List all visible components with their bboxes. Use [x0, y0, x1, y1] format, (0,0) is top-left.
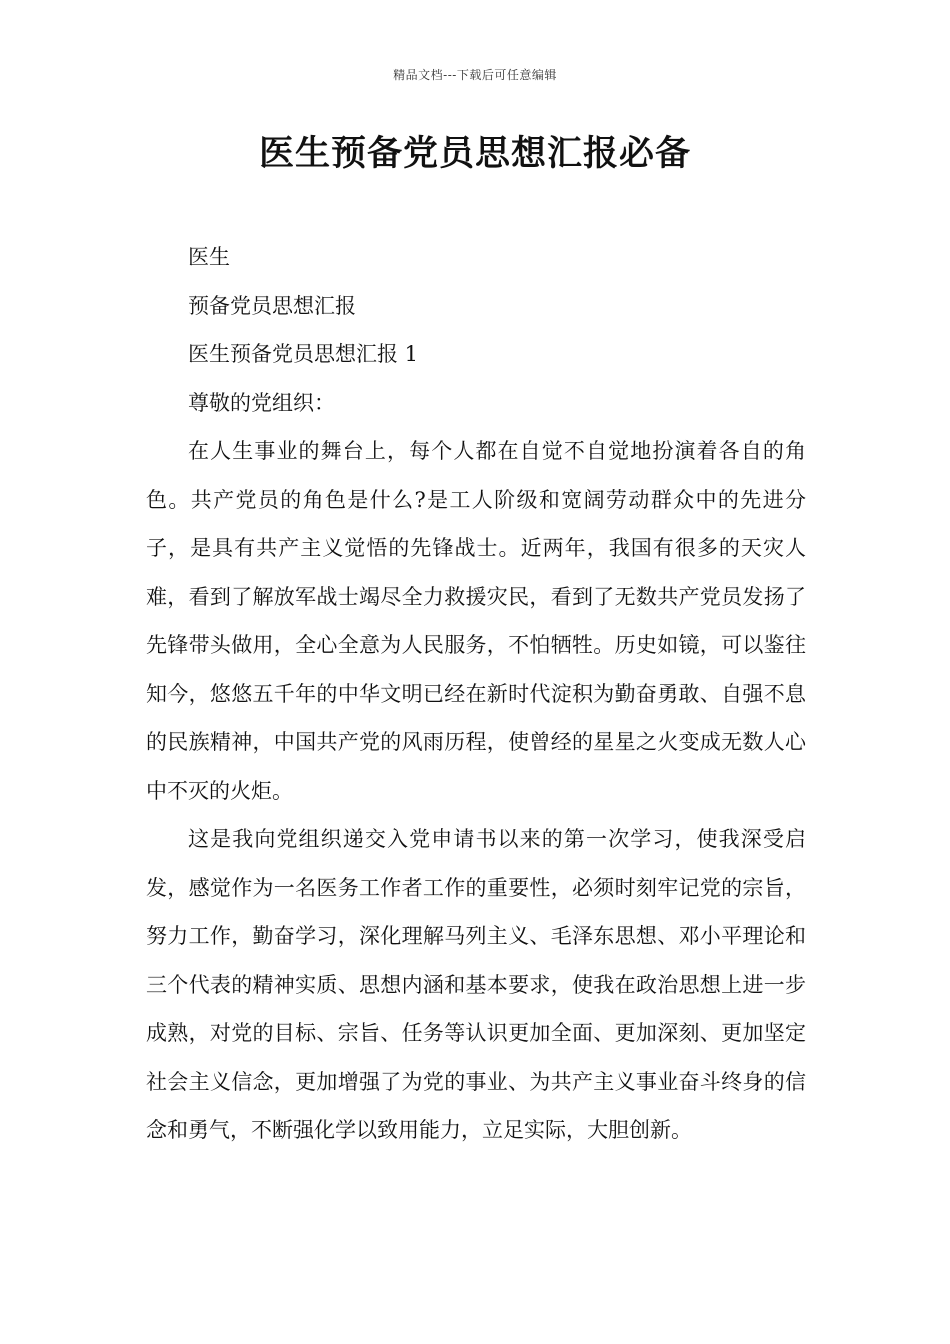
header-note: 精品文档---下载后可任意编辑	[393, 68, 557, 82]
intro-line-report: 预备党员思想汇报	[188, 293, 356, 318]
salutation: 尊敬的党组织：	[188, 390, 335, 415]
document-body	[146, 233, 806, 1155]
report-heading: 医生预备党员思想汇报 1	[188, 342, 419, 366]
document-title: 医生预备党员思想汇报必备	[258, 133, 691, 174]
paragraph-1: 在人生事业的舞台上，每个人都在自觉不自觉地扮演着各自的角色。共产党员的角色是什么?是工人阶级和宽阔劳动群众中的先进分子，是具有共产主义觉悟的先锋战士。近两年，我国有很多的天灾人难，看到了解放军战士竭尽全力救援灾民，看到了无数共产党员发扬了先锋带头做用，全心全意为人民服务，不怕牺牲。历史如镜，可以鉴往知今，悠悠五千年的中华文明已经在新时代淀积为勤奋勇敢、自强不息的民族精神，中国共产党的风雨历程，使曾经的星星之火变成无数人心中不灭的火炬。	[146, 439, 806, 803]
paragraph-2: 这是我向党组织递交入党申请书以来的第一次学习，使我深受启发，感觉作为一名医务工作者工作的重要性，必须时刻牢记党的宗旨，努力工作，勤奋学习，深化理解马列主义、毛泽东思想、邓小平理论和三个代表的精神实质、思想内涵和基本要求，使我在政治思想上进一步成熟，对党的目标、宗旨、任务等认识更加全面、更加深刻、更加坚定社会主义信念，更加增强了为党的事业、为共产主义事业奋斗终身的信念和勇气，不断强化学以致用能力，立足实际，大胆创新。	[146, 827, 806, 1142]
intro-line-doctor: 医生	[188, 245, 230, 269]
